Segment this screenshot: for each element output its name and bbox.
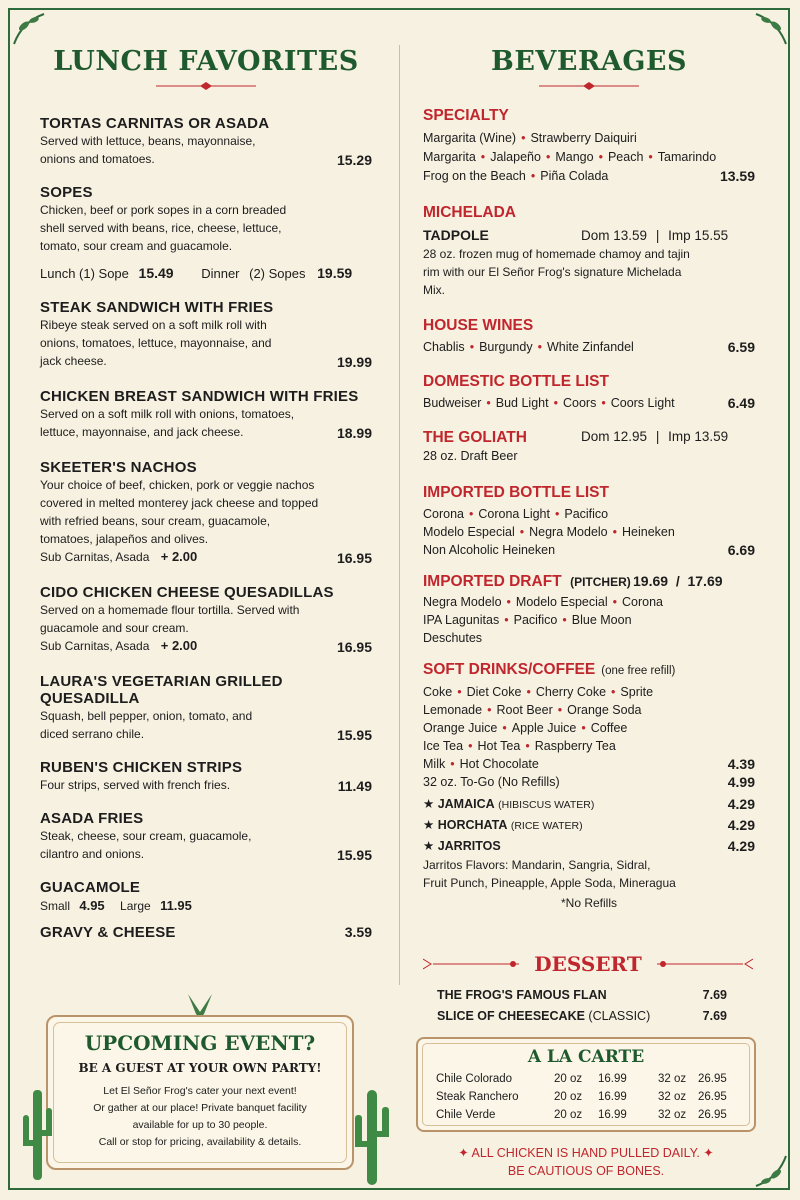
category-title: THE GOLIATH	[423, 429, 527, 446]
drink-line: Chablis • Burgundy • White Zinfandel 6.59	[423, 339, 755, 355]
drink: Sprite	[620, 685, 654, 699]
agua-name: JARRITOS	[437, 839, 501, 853]
item-name: SKEETER'S NACHOS	[40, 459, 197, 476]
imp-price: Imp 15.55	[668, 228, 729, 243]
tadpole-name: TADPOLE	[423, 227, 489, 243]
star-icon: ★	[423, 818, 438, 832]
alacarte-row	[436, 1073, 727, 1085]
alacarte-name: Chile Verde	[436, 1109, 496, 1121]
star-icon: ★	[423, 797, 438, 811]
item-price: 16.95	[336, 639, 372, 655]
drink: Margarita	[423, 150, 476, 164]
drink: Coors	[562, 396, 597, 410]
dessert-price: 7.69	[702, 988, 727, 1002]
sub-label: Sub Carnitas, Asada	[40, 550, 150, 564]
agua-name: JAMAICA	[437, 797, 495, 811]
specialty-section	[423, 107, 755, 186]
sopes-dinner-qty: (2) Sopes	[249, 266, 306, 281]
drink: Orange Soda	[567, 703, 642, 717]
item-sub	[40, 637, 372, 655]
refill-note: (one free refill)	[601, 665, 676, 677]
category-title: MICHELADA	[423, 204, 516, 221]
alacarte-size: 32 oz	[658, 1073, 687, 1085]
drink: Piña Colada	[540, 169, 609, 183]
category-title: IMPORTED BOTTLE LIST	[423, 484, 609, 501]
item-price: 19.99	[336, 354, 372, 370]
drink: Negra Modelo	[529, 525, 608, 539]
drink: Root Beer	[496, 703, 553, 717]
dessert-list	[437, 985, 727, 1027]
specialty-price: 13.59	[719, 168, 755, 184]
draft-section	[423, 573, 755, 647]
item-name: CHICKEN BREAST SANDWICH WITH FRIES	[40, 388, 359, 405]
alacarte-size: 20 oz	[554, 1073, 583, 1085]
item-name: STEAK SANDWICH WITH FRIES	[40, 299, 274, 316]
notice-line	[416, 1144, 756, 1162]
item-name: CIDO CHICKEN CHEESE QUESADILLAS	[40, 584, 334, 601]
item-price: 15.29	[336, 152, 372, 168]
drink-line: Margarita • Jalapeño • Mango • Peach • Tamarindo	[423, 150, 717, 164]
item-price: 18.99	[336, 425, 372, 441]
drink-line: Lemonade • Root Beer • Orange Soda	[423, 703, 642, 717]
alacarte-price: 16.99	[598, 1091, 627, 1103]
drink-line	[423, 629, 755, 647]
item-desc: Your choice of beef, chicken, pork or veggie nachos covered in melted monterey jack cheese and topped with refried beans, sour cream, guacamole, tomatoes, jalapeños and olives.	[40, 478, 319, 546]
item-price: 15.95	[336, 847, 372, 863]
drink: Pacifico	[564, 507, 609, 521]
menu-item	[40, 459, 372, 566]
draft-price: 19.69 / 17.69	[633, 573, 723, 589]
item-name: ASADA FRIES	[40, 810, 144, 827]
drink: Hot Tea	[477, 739, 521, 753]
ornament-icon	[539, 81, 639, 91]
guac-large-price: 11.95	[160, 898, 192, 913]
wines-price: 6.59	[727, 339, 755, 355]
alacarte-price: 26.95	[698, 1109, 727, 1121]
menu-item	[40, 673, 372, 743]
dessert-note: (CLASSIC)	[588, 1009, 651, 1023]
togo-label: 32 oz. To-Go (No Refills)	[423, 775, 560, 789]
alacarte-size: 32 oz	[658, 1091, 687, 1103]
menu-item	[40, 759, 372, 794]
drink: Deschutes	[423, 631, 483, 645]
item-price: 16.95	[336, 550, 372, 566]
item-name: GRAVY & CHEESE	[40, 924, 176, 941]
dessert-title: DESSERT	[534, 952, 642, 976]
drink: Orange Juice	[423, 721, 498, 735]
chicken-notice	[416, 1144, 756, 1180]
item-sub	[40, 548, 372, 566]
agua-name: HORCHATA	[437, 818, 508, 832]
tadpole-line	[423, 226, 755, 245]
item-desc: Steak, cheese, sour cream, guacamole, cilantro and onions.	[40, 829, 252, 861]
drink: Chablis	[423, 340, 465, 354]
drink: Tamarindo	[657, 150, 717, 164]
sopes-prices	[40, 265, 372, 281]
guac-large: Large	[120, 899, 151, 913]
goliath-prices	[581, 429, 728, 444]
item-name: SOPES	[40, 184, 93, 201]
drink-line: Budweiser • Bud Light • Coors • Coors Light 6.49	[423, 395, 755, 411]
sub-price: + 2.00	[160, 549, 198, 564]
agua-price: 4.29	[727, 817, 755, 833]
agua-line	[423, 794, 755, 815]
alacarte-price: 16.99	[598, 1109, 627, 1121]
drink-line: Modelo Especial • Negra Modelo • Heineken	[423, 525, 675, 539]
sopes-dinner-price: 19.59	[317, 265, 353, 281]
drink: Bud Light	[495, 396, 549, 410]
event-title: UPCOMING EVENT?	[84, 1031, 316, 1055]
imported-price: 6.69	[727, 542, 755, 558]
drink-line: Milk • Hot Chocolate 4.39	[423, 756, 755, 772]
ornament-icon	[156, 81, 256, 91]
dessert-name: THE FROG'S FAMOUS FLAN	[437, 988, 607, 1002]
drink: Strawberry Daiquiri	[530, 131, 637, 145]
drink: Mango	[555, 150, 594, 164]
sparkle-icon: ✦	[458, 1146, 472, 1160]
sub-label: Sub Carnitas, Asada	[40, 639, 150, 653]
drink: Peach	[607, 150, 644, 164]
no-refills: *No Refills	[560, 896, 617, 910]
dessert-item	[437, 1006, 727, 1027]
guac-small: Small	[40, 899, 71, 913]
drink-line	[423, 541, 755, 559]
drink: Hot Chocolate	[459, 757, 539, 771]
drink: Jalapeño	[490, 150, 541, 164]
drink: Apple Juice	[511, 721, 577, 735]
alacarte-price: 26.95	[698, 1091, 727, 1103]
soft-price: 4.39	[727, 756, 755, 772]
item-price: 11.49	[337, 778, 372, 794]
drink: Milk	[423, 757, 446, 771]
drink: Cherry Coke	[535, 685, 607, 699]
agua-note: (HIBISCUS WATER)	[498, 799, 595, 811]
alacarte-price: 16.99	[598, 1073, 627, 1085]
pitcher-label: (PITCHER)	[570, 575, 631, 589]
drink-line: Margarita (Wine) • Strawberry Daiquiri	[423, 131, 637, 145]
drink: Ice Tea	[423, 739, 464, 753]
goliath-desc: 28 oz. Draft Beer	[423, 449, 518, 463]
category-title: IMPORTED DRAFT	[423, 573, 562, 590]
dessert-item	[437, 985, 727, 1006]
item-name: GUACAMOLE	[40, 879, 141, 896]
column-divider	[399, 45, 400, 985]
item-name: LAURA'S VEGETARIAN GRILLED QUESADILLA	[40, 673, 283, 707]
alacarte-name: Chile Colorado	[436, 1073, 513, 1085]
dessert-price: 7.69	[702, 1009, 727, 1023]
drink-line: Ice Tea • Hot Tea • Raspberry Tea	[423, 739, 616, 753]
category-title: SOFT DRINKS/COFFEE	[423, 661, 596, 678]
drink: Frog on the Beach	[423, 169, 526, 183]
item-desc: Served on a soft milk roll with onions, tomatoes, lettuce, mayonnaise, and jack cheese.	[40, 407, 295, 439]
dessert-name: SLICE OF CHEESECAKE	[437, 1009, 585, 1023]
imported-section	[423, 484, 755, 559]
wines-section	[423, 317, 755, 357]
drink: Coffee	[590, 721, 628, 735]
togo-price: 4.99	[727, 774, 755, 790]
ornament-icon	[657, 958, 753, 970]
dessert-header	[423, 952, 753, 976]
event-box	[46, 1015, 354, 1170]
sparkle-icon: ✦	[699, 1146, 714, 1160]
drink: White Zinfandel	[546, 340, 634, 354]
agua-note: (RICE WATER)	[510, 820, 583, 832]
notice-line: BE CAUTIOUS OF BONES.	[507, 1164, 665, 1178]
item-name: RUBEN'S CHICKEN STRIPS	[40, 759, 243, 776]
item-name: TORTAS CARNITAS OR ASADA	[40, 115, 270, 132]
alacarte-size: 32 oz	[658, 1109, 687, 1121]
drink-line: Coke • Diet Coke • Cherry Coke • Sprite	[423, 685, 654, 699]
item-desc: Squash, bell pepper, onion, tomato, and diced serrano chile.	[40, 709, 253, 741]
item-desc: Served with lettuce, beans, mayonnaise, onions and tomatoes.	[40, 134, 256, 166]
menu-item	[40, 879, 372, 916]
drink-line: Frog on the Beach • Piña Colada 13.59	[423, 168, 755, 184]
ornament-icon	[423, 958, 519, 970]
menu-item	[40, 115, 372, 168]
alacarte-row	[436, 1091, 727, 1103]
drink-line: IPA Lagunitas • Pacifico • Blue Moon	[423, 613, 632, 627]
tadpole-prices	[581, 226, 728, 245]
cactus-icon	[20, 1080, 54, 1180]
drink: Burgundy	[479, 340, 533, 354]
drink: Coke	[423, 685, 453, 699]
alacarte-size: 20 oz	[554, 1109, 583, 1121]
item-desc: Served on a homemade flour tortilla. Served with guacamole and sour cream.	[40, 603, 300, 635]
menu-item	[40, 810, 372, 863]
menu-item	[40, 388, 372, 441]
menu-item	[40, 584, 372, 655]
goliath-section	[423, 429, 755, 466]
drink: Raspberry Tea	[534, 739, 616, 753]
cactus-icon	[352, 1085, 392, 1185]
drink-line: Negra Modelo • Modelo Especial • Corona	[423, 595, 664, 609]
drink: Diet Coke	[466, 685, 522, 699]
agua-line	[423, 815, 755, 836]
leaf-corner-icon	[754, 1154, 788, 1188]
lunch-title: LUNCH FAVORITES	[53, 46, 359, 77]
beverages-column	[423, 40, 755, 913]
guac-small-price: 4.95	[79, 898, 105, 913]
dom-price: Dom 13.59	[581, 228, 648, 243]
sub-price: + 2.00	[160, 638, 198, 653]
alacarte-price: 26.95	[698, 1073, 727, 1085]
notice-text: ALL CHICKEN IS HAND PULLED DAILY.	[471, 1146, 700, 1160]
drink: Coors Light	[610, 396, 675, 410]
drink: IPA Lagunitas	[423, 613, 500, 627]
category-title: HOUSE WINES	[423, 317, 534, 334]
drink: Corona	[622, 595, 664, 609]
drink-line: Corona • Corona Light • Pacifico	[423, 507, 609, 521]
separator: |	[655, 429, 660, 444]
item-desc: Four strips, served with french fries.	[40, 778, 231, 792]
item-desc: Ribeye steak served on a soft milk roll with onions, tomatoes, lettuce, mayonnaise, and jack cheese.	[40, 318, 272, 368]
drink: Corona Light	[478, 507, 550, 521]
event-line: Call or stop for pricing, availability & details.	[98, 1136, 302, 1148]
separator: |	[655, 228, 660, 243]
drink: Blue Moon	[571, 613, 632, 627]
togo-line	[423, 773, 755, 792]
drink-line: Orange Juice • Apple Juice • Coffee	[423, 721, 628, 735]
draft-header	[423, 573, 755, 591]
alacarte-box	[416, 1037, 756, 1132]
leaf-corner-icon	[754, 12, 788, 46]
dom-price: Dom 12.95	[581, 429, 648, 444]
imp-price: Imp 13.59	[668, 429, 729, 444]
event-subtitle: BE A GUEST AT YOUR OWN PARTY!	[78, 1061, 322, 1075]
soft-drinks-section	[423, 661, 755, 913]
drink: Lemonade	[423, 703, 483, 717]
agua-price: 4.29	[727, 796, 755, 812]
drink: Corona	[423, 507, 464, 521]
lunch-column	[40, 40, 372, 941]
sopes-dinner: Dinner	[201, 266, 240, 281]
drink: Modelo Especial	[423, 525, 515, 539]
drink: Negra Modelo	[423, 595, 502, 609]
flavors-line: Fruit Punch, Pineapple, Apple Soda, Mineragua	[423, 876, 676, 890]
drink: Budweiser	[423, 396, 482, 410]
category-title: DOMESTIC BOTTLE LIST	[423, 373, 609, 390]
flavors-line: Jarritos Flavors: Mandarin, Sangria, Sidral,	[423, 858, 651, 872]
drink: Heineken	[622, 525, 675, 539]
sopes-lunch: Lunch (1) Sope	[40, 266, 129, 281]
sopes-lunch-price: 15.49	[138, 265, 174, 281]
drink: Margarita (Wine)	[423, 131, 517, 145]
menu-item	[40, 184, 372, 281]
item-price: 3.59	[344, 924, 372, 940]
star-icon: ★	[423, 839, 438, 853]
item-desc: Chicken, beef or pork sopes in a corn breaded shell served with beans, rice, cheese, lettuce, tomato, sour cream and guacamole.	[40, 203, 287, 253]
guac-sizes	[40, 896, 372, 916]
alacarte-size: 20 oz	[554, 1091, 583, 1103]
michelada-section	[423, 204, 755, 299]
alacarte-name: Steak Ranchero	[436, 1091, 519, 1103]
event-inner-border	[53, 1022, 347, 1163]
drink: Non Alcoholic Heineken	[423, 543, 556, 557]
menu-item	[40, 299, 372, 370]
menu-item	[40, 924, 372, 941]
item-price: 15.95	[336, 727, 372, 743]
event-line: available for up to 30 people.	[132, 1119, 268, 1131]
alacarte-row	[436, 1109, 727, 1121]
category-title: SPECIALTY	[423, 107, 509, 124]
alacarte-title: A LA CARTE	[527, 1047, 645, 1067]
event-line: Let El Señor Frog's cater your next event!	[103, 1085, 297, 1097]
agua-price: 4.29	[727, 838, 755, 854]
domestic-price: 6.49	[727, 395, 755, 411]
agua-line	[423, 836, 755, 856]
michelada-desc: 28 oz. frozen mug of homemade chamoy and tajin rim with our El Señor Frog's signature Michelada Mix.	[423, 247, 690, 297]
event-line: Or gather at our place! Private banquet facility	[93, 1102, 307, 1114]
drink: Pacifico	[513, 613, 558, 627]
domestic-section	[423, 373, 755, 413]
beverages-title: BEVERAGES	[491, 46, 687, 77]
drink: Modelo Especial	[515, 595, 608, 609]
